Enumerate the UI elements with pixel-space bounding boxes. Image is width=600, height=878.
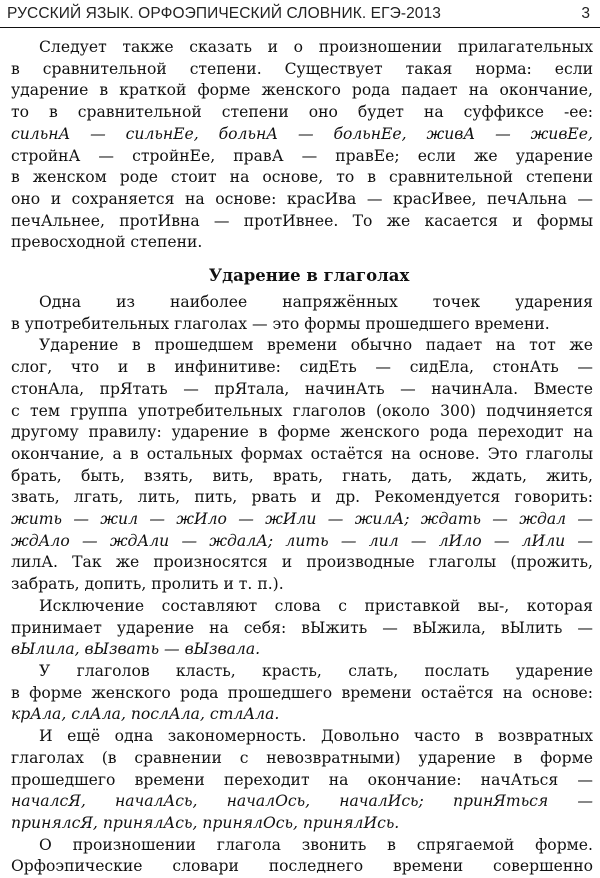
paragraph-prefix-vy <box>11 596 593 661</box>
text-line: крАла, слАла, послАла, стлАла. <box>11 705 280 724</box>
text-line: лилА. Так же произносятся и производные глаголы (прожить, <box>11 553 593 572</box>
page-number: 3 <box>581 5 590 22</box>
page-body <box>11 37 593 878</box>
text-line: печАльнее, протИвна — протИвнее. То же касается и формы <box>11 211 593 230</box>
paragraph-past-tense-stress <box>11 335 593 595</box>
text-line: стройнА — стройнЕе, правА — правЕе; если же ударение <box>11 146 593 165</box>
text-line: забрать, допить, пролить и т. п.). <box>11 575 284 594</box>
page-header <box>0 0 600 28</box>
text-line: в сравнительной степени. Существует такая норма: если <box>11 59 593 78</box>
text-line: Следует также сказать и о произношении прилагательных <box>39 38 593 56</box>
section-heading: Ударение в глаголах <box>208 266 410 286</box>
text-line: прошедшего времени переходит на окончание: начАться — <box>11 770 593 789</box>
text-line: ударение в краткой форме женского рода падает на окончание, <box>11 81 593 100</box>
paragraph-zvonit <box>11 835 593 878</box>
text-line: Орфоэпические словари последнего времени совершенно <box>11 857 593 876</box>
running-title: РУССКИЙ ЯЗЫК. ОРФОЭПИЧЕСКИЙ СЛОВНИК. ЕГЭ-2013 <box>7 5 441 22</box>
text-line: жить — жил — жИло — жИли — жилА; ждать — ждал — <box>11 510 593 529</box>
text-line: Исключение составляют слова с приставкой вы-, которая <box>39 596 593 615</box>
text-line: оно и сохраняется на основе: красИва — красИвее, печАльна — <box>11 189 593 208</box>
text-line: О произношении глагола звонить в спрягаемой форме. <box>39 835 593 854</box>
text-line: вЫлила, вЫзвать — вЫзвала. <box>11 640 261 659</box>
text-line: с тем группа употребительных глаголов (около 300) подчиняется <box>11 401 593 420</box>
text-line: началсЯ, началАсь, началОсь, началИсь; принЯться — <box>11 792 593 811</box>
text-line: то в сравнительной степени оно будет на суффиксе -ее: <box>11 103 593 122</box>
text-line: стонАла, прЯтать — прЯтала, начинАть — начинАла. Вместе <box>11 379 593 398</box>
text-line: Одна из наиболее напряжённых точек ударения <box>39 293 593 312</box>
text-line: сильнА — сильнЕе, больнА — больнЕе, живА — живЕе, <box>11 124 593 143</box>
text-line: другому правилу: ударение в форме женского рода переходит на <box>11 423 593 442</box>
paragraph-comparative-adjectives <box>11 37 593 254</box>
header-divider <box>0 27 600 28</box>
text-line: глаголах (в сравнении с невозвратными) ударение в форме <box>11 748 593 767</box>
paragraph-stem-stress <box>11 661 593 726</box>
text-line: принялсЯ, принялАсь, принялОсь, принялИсь. <box>11 813 400 832</box>
text-line: Ударение в прошедшем времени обычно падает на тот же <box>39 336 593 355</box>
text-line: ждАло — ждАли — ждалА; лить — лил — лИло — лИли — <box>11 531 593 550</box>
text-line: окончание, а в остальных формах остаётся на основе. Это глаголы <box>11 444 593 463</box>
text-line: звать, лгать, лить, пить, рвать и др. Рекомендуется говорить: <box>11 488 593 507</box>
text-line: в употребительных глаголах — это формы прошедшего времени. <box>11 314 550 333</box>
text-line: У глаголов класть, красть, слать, послать ударение <box>39 661 593 680</box>
text-line: в форме женского рода прошедшего времени остаётся на основе: <box>11 683 593 702</box>
text-line: слог, что и в инфинитиве: сидЕть — сидЕла, стонАть — <box>11 358 593 377</box>
text-line: И ещё одна закономерность. Довольно часто в возвратных <box>39 727 593 746</box>
text-line: брать, быть, взять, вить, врать, гнать, дать, ждать, жить, <box>11 466 593 485</box>
paragraph-reflexive-verbs <box>11 726 593 835</box>
text-line: превосходной степени. <box>11 233 203 252</box>
paragraph-intro-verbs <box>11 292 593 335</box>
text-line: принимает ударение на себя: вЫжить — вЫжила, вЫлить — <box>11 618 593 637</box>
text-line: в женском роде стоит на основе, то в сравнительной степени <box>11 168 593 187</box>
